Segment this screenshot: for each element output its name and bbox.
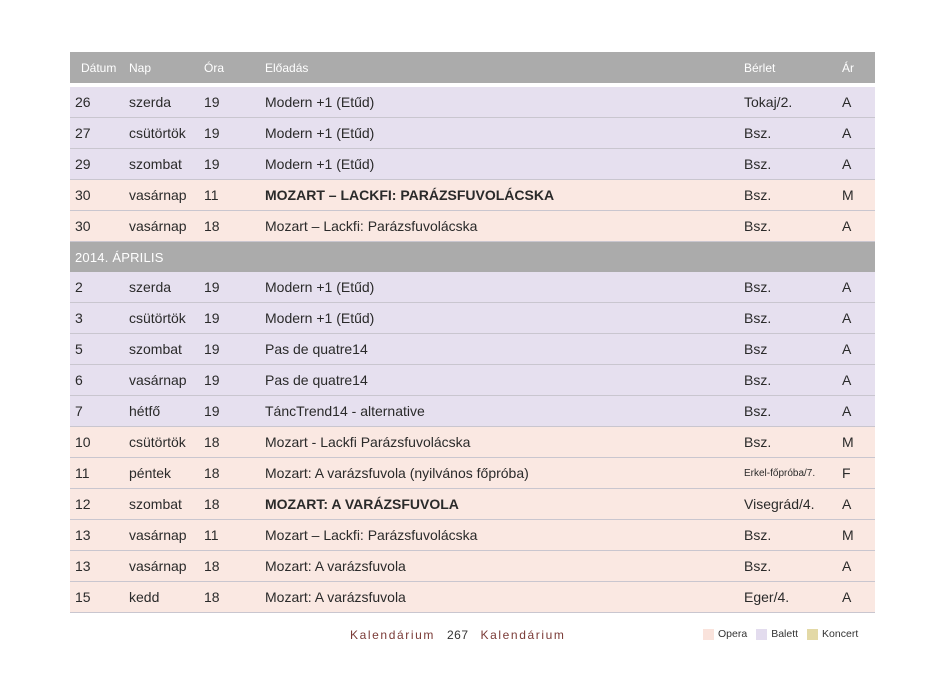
table-row (70, 396, 875, 427)
day-cell: szombat (129, 341, 182, 357)
title-cell: Mozart – Lackfi: Parázsfuvolácska (265, 218, 478, 234)
page-number: 267 (446, 628, 469, 642)
hour-cell: 18 (204, 218, 220, 234)
title-cell: Modern +1 (Etűd) (265, 279, 375, 295)
title-cell: Modern +1 (Etűd) (265, 310, 375, 326)
date-cell: 11 (75, 465, 90, 481)
price-cell: A (842, 403, 852, 419)
hour-cell: 19 (204, 94, 220, 110)
title-cell: Mozart - Lackfi Parázsfuvolácska (265, 434, 471, 450)
price-cell: A (842, 156, 852, 172)
price-cell: M (842, 187, 854, 203)
day-cell: hétfő (129, 403, 161, 419)
legend-swatch (807, 629, 818, 640)
pass-cell: Bsz. (744, 187, 772, 203)
header-day: Nap (129, 60, 152, 75)
table-row (70, 211, 875, 242)
price-cell: A (842, 372, 852, 388)
pass-cell: Bsz. (744, 558, 772, 574)
table-row (70, 118, 875, 149)
title-cell: Modern +1 (Etűd) (265, 156, 375, 172)
pass-cell: Bsz. (744, 372, 772, 388)
day-cell: szerda (129, 279, 172, 295)
date-cell: 13 (75, 558, 91, 574)
pass-cell: Bsz. (744, 434, 772, 450)
date-cell: 15 (75, 589, 91, 605)
header-date: Dátum (81, 60, 117, 75)
day-cell: csütörtök (129, 434, 186, 450)
legend-label: Balett (771, 628, 799, 640)
legend-swatch (756, 629, 767, 640)
date-cell: 12 (75, 496, 91, 512)
price-cell: A (842, 558, 852, 574)
price-cell: A (842, 496, 852, 512)
hour-cell: 19 (204, 310, 220, 326)
hour-cell: 18 (204, 496, 220, 512)
hour-cell: 18 (204, 434, 220, 450)
table-row (70, 303, 875, 334)
title-cell: MOZART – LACKFI: PARÁZSFUVOLÁCSKA (265, 187, 555, 203)
table-row (70, 551, 875, 582)
price-cell: M (842, 434, 854, 450)
table-row (70, 427, 875, 458)
legend-item (807, 628, 858, 640)
footer-left-label: Kalendárium (350, 628, 435, 642)
hour-cell: 18 (204, 589, 220, 605)
day-cell: vasárnap (129, 527, 187, 543)
folio (350, 628, 566, 642)
legend-item (756, 628, 798, 640)
title-cell: Mozart – Lackfi: Parázsfuvolácska (265, 527, 478, 543)
hour-cell: 19 (204, 125, 220, 141)
table-row (70, 180, 875, 211)
table-row (70, 489, 875, 520)
title-cell: Mozart: A varázsfuvola (nyilvános főpróba) (265, 465, 529, 481)
hour-cell: 19 (204, 279, 220, 295)
table-row (70, 520, 875, 551)
title-cell: Pas de quatre14 (265, 372, 368, 388)
hour-cell: 18 (204, 465, 220, 481)
day-cell: péntek (129, 465, 172, 481)
page-footer (0, 628, 944, 648)
table-row (70, 582, 875, 613)
date-cell: 13 (75, 527, 91, 543)
pass-cell: Bsz. (744, 218, 772, 234)
date-cell: 26 (75, 94, 91, 110)
date-cell: 2 (75, 279, 83, 295)
footer-right-label: Kalendárium (480, 628, 566, 642)
date-cell: 30 (75, 187, 91, 203)
day-cell: vasárnap (129, 218, 187, 234)
day-cell: csütörtök (129, 310, 186, 326)
month-divider: 2014. ÁPRILIS (70, 242, 875, 272)
title-cell: Pas de quatre14 (265, 341, 368, 357)
hour-cell: 19 (204, 372, 220, 388)
title-cell: Modern +1 (Etűd) (265, 125, 375, 141)
title-cell: Mozart: A varázsfuvola (265, 589, 406, 605)
price-cell: A (842, 310, 852, 326)
hour-cell: 18 (204, 558, 220, 574)
april-rows (70, 272, 875, 613)
date-cell: 3 (75, 310, 83, 326)
price-cell: A (842, 218, 852, 234)
day-cell: szombat (129, 496, 182, 512)
day-cell: csütörtök (129, 125, 186, 141)
header-pass: Bérlet (744, 60, 776, 75)
hour-cell: 19 (204, 403, 220, 419)
legend-label: Opera (718, 628, 748, 640)
date-cell: 6 (75, 372, 83, 388)
date-cell: 7 (75, 403, 83, 419)
schedule-table (70, 52, 875, 613)
header-price: Ár (842, 60, 854, 75)
color-legend (703, 628, 867, 640)
day-cell: kedd (129, 589, 160, 605)
day-cell: szombat (129, 156, 182, 172)
legend-swatch (703, 629, 714, 640)
table-row (70, 149, 875, 180)
date-cell: 10 (75, 434, 91, 450)
pass-cell: Bsz. (744, 279, 772, 295)
table-row (70, 365, 875, 396)
price-cell: M (842, 527, 854, 543)
pass-cell: Visegrád/4. (744, 496, 815, 512)
price-cell: A (842, 279, 852, 295)
title-cell: Modern +1 (Etűd) (265, 94, 375, 110)
title-cell: TáncTrend14 - alternative (265, 403, 425, 419)
table-row (70, 458, 875, 489)
march-rows (70, 87, 875, 242)
hour-cell: 19 (204, 156, 220, 172)
price-cell: A (842, 341, 852, 357)
day-cell: vasárnap (129, 372, 187, 388)
hour-cell: 11 (204, 527, 219, 543)
pass-cell: Bsz. (744, 156, 772, 172)
header-hour: Óra (204, 60, 225, 75)
title-cell: MOZART: A VARÁZSFUVOLA (265, 496, 459, 512)
price-cell: A (842, 589, 852, 605)
price-cell: F (842, 465, 851, 481)
legend-label: Koncert (822, 628, 859, 640)
day-cell: vasárnap (129, 558, 187, 574)
day-cell: szerda (129, 94, 172, 110)
pass-cell: Bsz. (744, 310, 772, 326)
table-row (70, 87, 875, 118)
pass-cell: Bsz. (744, 403, 772, 419)
title-cell: Mozart: A varázsfuvola (265, 558, 406, 574)
date-cell: 27 (75, 125, 91, 141)
price-cell: A (842, 125, 852, 141)
day-cell: vasárnap (129, 187, 187, 203)
pass-cell: Tokaj/2. (744, 94, 793, 110)
pass-cell: Bsz. (744, 125, 772, 141)
table-row (70, 272, 875, 303)
date-cell: 29 (75, 156, 91, 172)
pass-cell: Bsz (744, 341, 768, 357)
table-row (70, 334, 875, 365)
date-cell: 30 (75, 218, 91, 234)
pass-cell: Erkel-főpróba/7. (744, 467, 816, 479)
table-header (70, 52, 875, 87)
hour-cell: 19 (204, 341, 220, 357)
pass-cell: Bsz. (744, 527, 772, 543)
date-cell: 5 (75, 341, 83, 357)
price-cell: A (842, 94, 852, 110)
header-title: Előadás (265, 60, 309, 75)
legend-item (703, 628, 747, 640)
pass-cell: Eger/4. (744, 589, 790, 605)
hour-cell: 11 (204, 187, 219, 203)
